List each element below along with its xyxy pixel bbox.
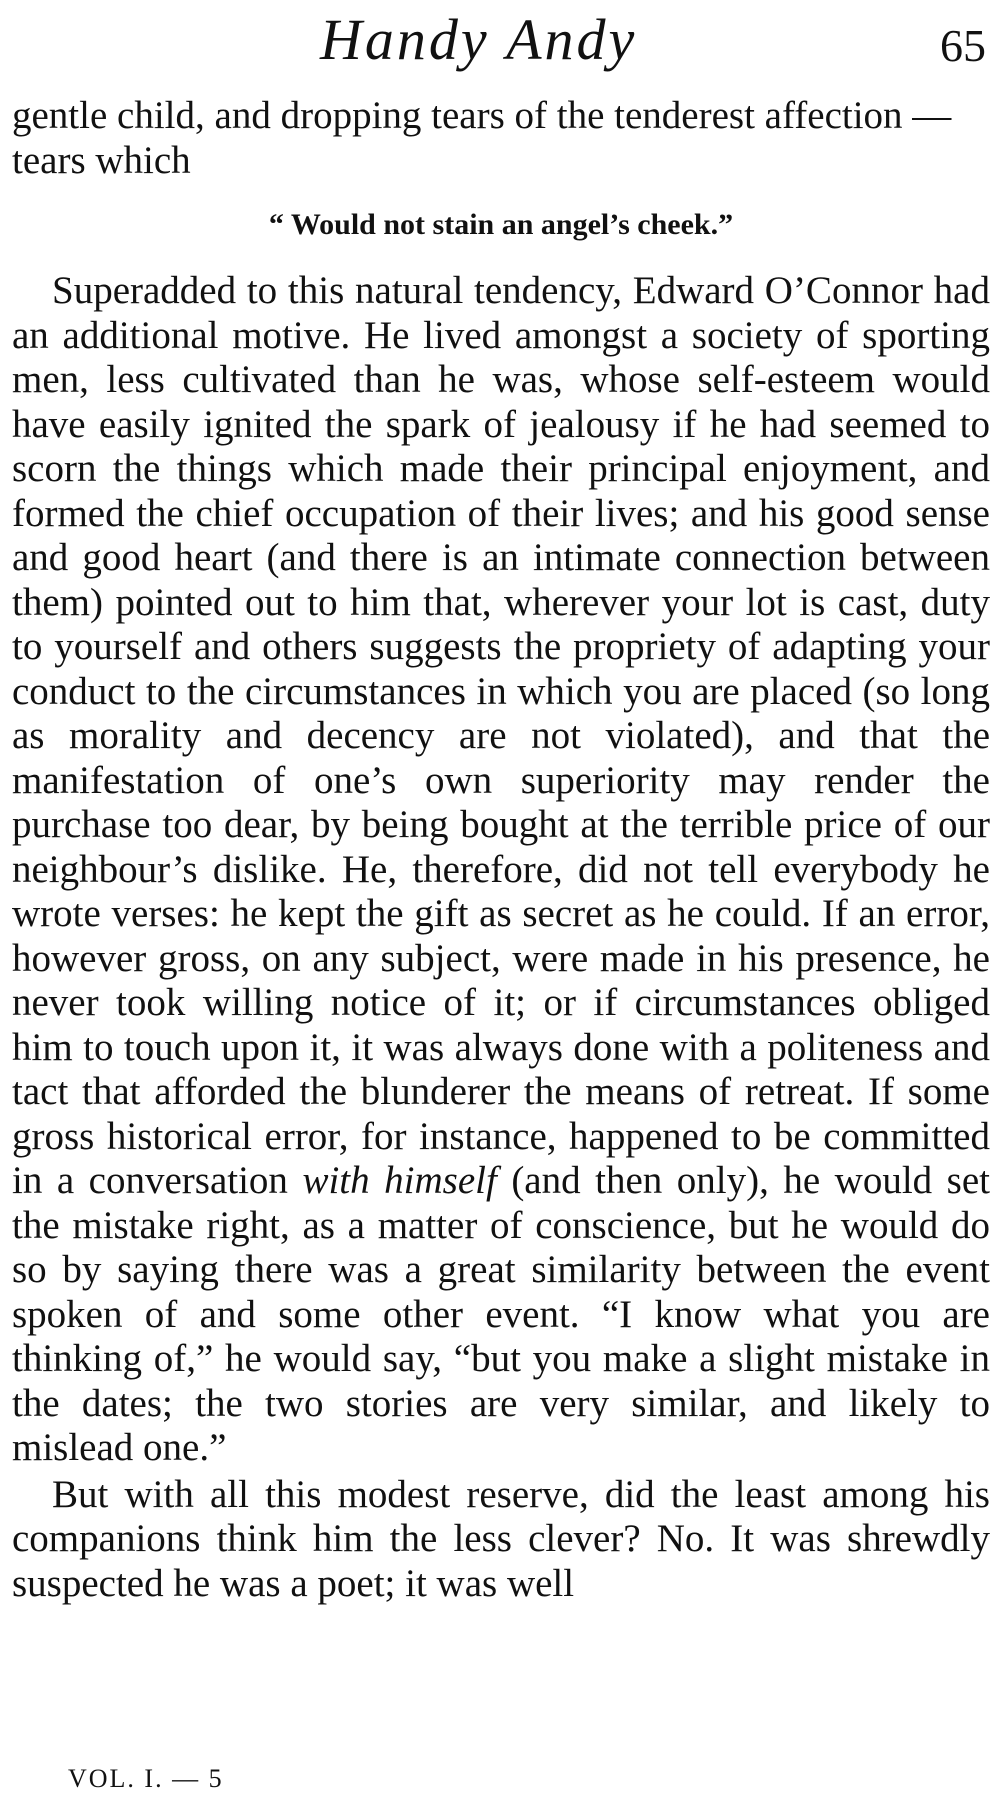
page-body <box>12 94 990 1606</box>
verse-quote: “ Would not stain an angel’s cheek.” <box>268 208 734 241</box>
paragraph-continued: gentle child, and dropping tears of the tenderest affection — tears which <box>12 94 952 182</box>
paragraph-text: Superadded to this natural tendency, Edward O’Connor had an additional motive. He lived amongst a society of sporting men, less cultivated than he was, whose self-esteem would have easily ignited the spark of jealousy if he had seemed to scorn the things which made their principal enjoyment, and formed the chief occupation of their lives; and his good sense and good heart (and there is an intimate connection between them) pointed out to him that, wherever your lot is cast, duty to yourself and others suggests the propriety of adapting your conduct to the circumstances in which you are placed (so long as morality and decency are not violated), and that the manifestation of one’s own superiority may render the purchase too dear, by being bought at the terrible price of our neighbour’s dislike. He, therefore, did not tell everybody he wrote verses: he kept the gift as secret as he could. If an error, however gross, on any subject, were made in his presence, he never took willing notice of it; or if circumstances obliged him to touch upon it, it was always done with a politeness and tact that afforded the blunderer the means of retreat. If some gross historical error, for instance, happened to be committed in a conversation <box>12 269 990 1202</box>
signature-mark: VOL. I. — 5 <box>68 1764 224 1793</box>
italic-emphasis: with himself <box>302 1159 497 1202</box>
running-title: Handy Andy <box>320 7 638 72</box>
paragraph-text-continued: (and then only), he would set the mistake right, as a matter of conscience, but he would do so by saying there was a great similarity between the event spoken of and some other event. “I know what you are thinking of,” he would say, “but you make a slight mistake in the dates; the two stories are very similar, and likely to mislead one.” <box>12 1159 991 1469</box>
paragraph-modest-reserve: But with all this modest reserve, did the least among his companions think him the less clever? No. It was shrewdly suspected he was a poet; it was well <box>12 1472 990 1605</box>
paragraph-superadded <box>12 269 990 1471</box>
page-number: 65 <box>940 20 986 71</box>
page-header <box>0 4 1000 84</box>
